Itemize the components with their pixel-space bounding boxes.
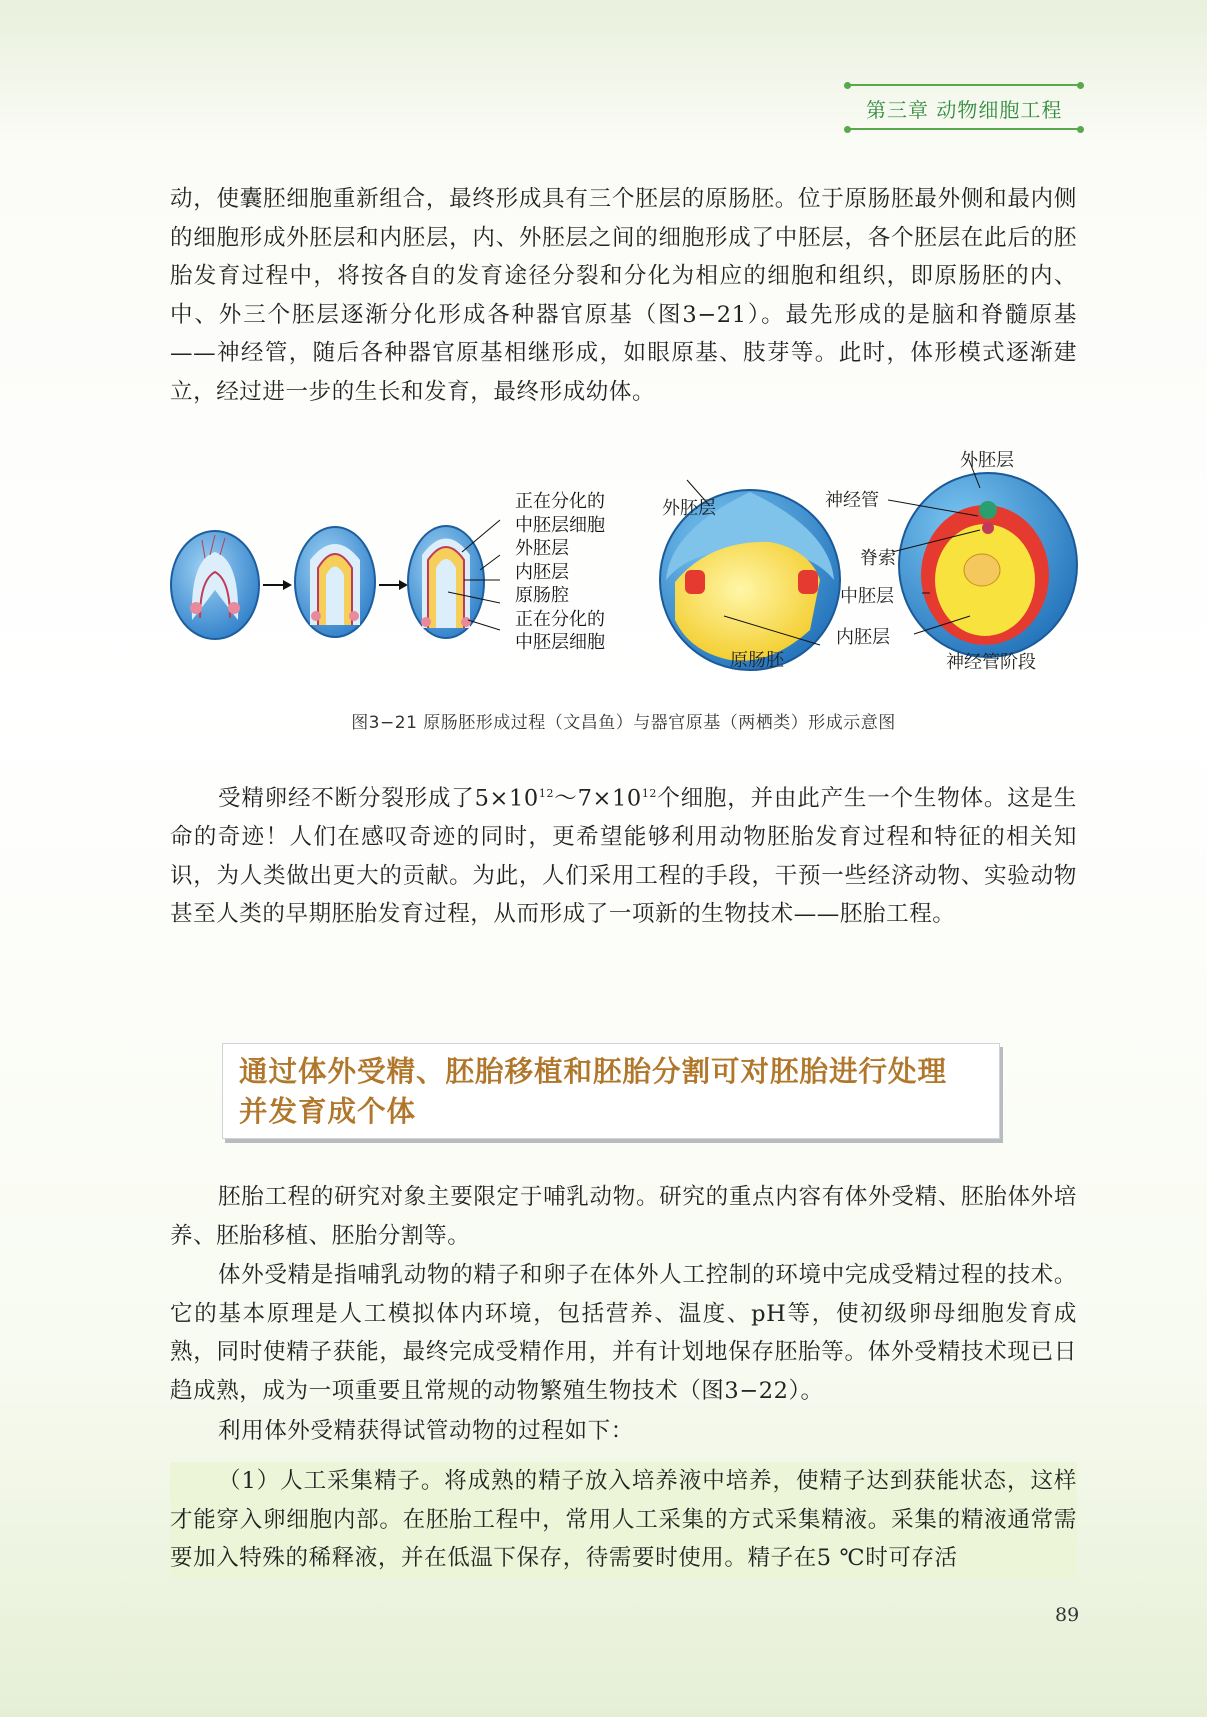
body-paragraph-1: 动，使囊胚细胞重新组合，最终形成具有三个胚层的原肠胚。位于原肠胚最外侧和最内侧的细胞形成外胚层和内胚层，内、外胚层之间的细胞形成了中胚层，各个胚层在此后的胚胎发育过程中，将按各自的发育途径分裂和分化为相应的细胞和组织，即原肠胚的内、中、外三个胚层逐渐分化形成各种器官原基（图3−21）。最先形成的是脑和脊髓原基——神经管，随后各种器官原基相继形成，如眼原基、肢芽等。此时，体形模式逐渐建立，经过进一步的生长和发育，最终形成幼体。 [170,186,1077,405]
body-paragraph-2 [170,775,1077,934]
neurula-illustration [899,473,1077,657]
label-mesoderm-cells: 中胚层细胞 [515,514,605,536]
label-endoderm: 内胚层 [515,561,569,583]
paragraph-text: 个细胞，并由此产生一个生物体。这是生命的奇迹！人们在感叹奇迹的同时，更希望能够利用动物胚胎发育过程和特征的相关知识，为人类做出更大的贡献。为此，人们采用工程的手段，干预一些经济动物、实验动物甚至人类的早期胚胎发育过程，从而形成了一项新的生物技术——胚胎工程。 [170,785,1077,927]
label-differentiating-mesoderm: 正在分化的 [515,608,605,630]
gastrula-ectoderm-label: 外胚层 [662,498,716,519]
amphioxus-stage-2 [295,527,375,637]
mesoderm-label: 中胚层 [840,586,894,607]
neurula-ectoderm-label: 外胚层 [960,450,1014,471]
exponent: 12 [538,787,555,800]
label-ectoderm: 外胚层 [515,538,569,559]
label-mesoderm-cells: 中胚层细胞 [515,632,605,653]
neural-tube-label: 神经管 [825,490,879,511]
figure-3-21 [170,440,1080,680]
section-heading-line-1: 通过体外受精、胚胎移植和胚胎分割可对胚胎进行处理 [239,1055,948,1088]
arrow-icon [379,580,408,590]
chapter-title: 第三章 动物细胞工程 [866,98,1063,122]
exponent: 12 [641,787,658,800]
amphioxus-labels [515,490,605,655]
label-differentiating-mesoderm: 正在分化的 [515,491,605,512]
body-paragraph-4: 体外受精是指哺乳动物的精子和卵子在体外人工控制的环境中完成受精过程的技术。它的基本原理是人工模拟体内环境，包括营养、温度、pH等，使初级卵母细胞发育成熟，同时使精子获能，最终完成受精作用，并有计划地保存胚胎等。体外受精技术现已日趋成熟，成为一项重要且常规的动物繁殖生物技术（图3−22）。 [170,1262,1077,1404]
body-paragraph-6-highlighted: （1）人工采集精子。将成熟的精子放入培养液中培养，使精子达到获能状态，这样才能穿入卵细胞内部。在胚胎工程中，常用人工采集的方式采集精液。采集的精液通常需要加入特殊的稀释液，并在低温下保存，待需要时使用。精子在5 ℃时可存活 [170,1462,1077,1578]
header-ornament-dot [844,126,851,133]
label-archenteron: 原肠腔 [515,585,569,606]
endoderm-label: 内胚层 [836,627,890,648]
body-paragraph-5: 利用体外受精获得试管动物的过程如下： [218,1418,634,1444]
gastrula-name-label: 原肠胚 [730,650,784,671]
section-heading-box [222,1043,1000,1139]
paragraph-text: 受精卵经不断分裂形成了5×10 [218,785,539,812]
section-heading-line-2: 并发育成个体 [239,1095,417,1128]
embryo-illustration [170,440,1080,680]
header-ornament-dot [1077,126,1084,133]
neurula-name-label: 神经管阶段 [946,652,1036,673]
page-number: 89 [1055,1604,1080,1626]
section-heading [239,1052,999,1132]
chapter-header [848,84,1080,130]
figure-caption: 图3−21 原肠胚形成过程（文昌鱼）与器官原基（两栖类）形成示意图 [351,713,896,733]
body-paragraph-3: 胚胎工程的研究对象主要限定于哺乳动物。研究的重点内容有体外受精、胚胎体外培养、胚胎移植、胚胎分割等。 [170,1184,1077,1249]
notochord-label: 脊索 [860,548,896,569]
amphioxus-stage-1 [171,531,259,639]
paragraph-text: ～7×10 [554,785,642,812]
arrow-icon [263,580,292,590]
